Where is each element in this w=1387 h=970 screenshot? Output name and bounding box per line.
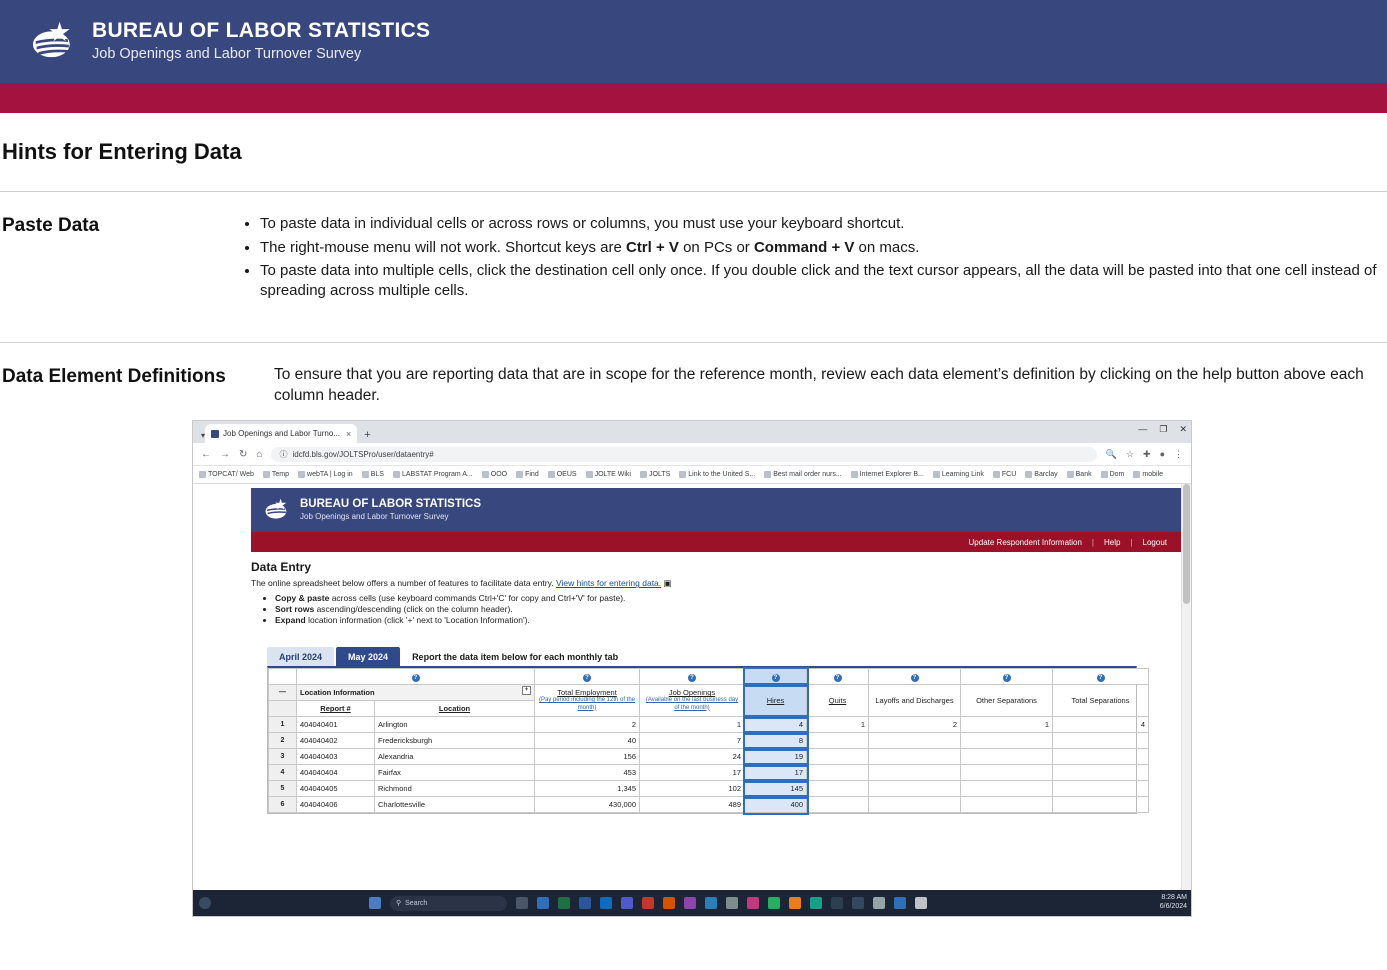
- app-icon[interactable]: [852, 897, 864, 909]
- group-header-label: Location Information: [300, 688, 375, 698]
- inner-nav-bar: [251, 532, 1181, 552]
- app-icon[interactable]: [894, 897, 906, 909]
- column-title: Job Openings: [668, 688, 716, 698]
- teams-icon[interactable]: [621, 897, 633, 909]
- column-header-quits[interactable]: [807, 685, 869, 717]
- app-icon[interactable]: [810, 897, 822, 909]
- section-paste-data: [0, 192, 1387, 304]
- help-icon[interactable]: ?: [1097, 674, 1105, 682]
- url-input[interactable]: [271, 447, 1096, 462]
- cell-layoffs-and-discharges[interactable]: [869, 781, 961, 797]
- help-icon[interactable]: ?: [583, 674, 591, 682]
- bookmark-favicon-icon: [298, 471, 305, 478]
- bookmark-favicon-icon: [1101, 471, 1108, 478]
- bookmark-item[interactable]: [362, 471, 384, 478]
- inner-site-banner: [251, 488, 1181, 532]
- scrollbar-thumb[interactable]: [1183, 484, 1190, 604]
- tab-search-icon[interactable]: ▾: [201, 431, 206, 441]
- back-icon[interactable]: ←: [201, 448, 211, 460]
- bookmark-label: Find: [525, 471, 539, 479]
- month-tab-note: Report the data item below for each monthly tab: [412, 652, 619, 663]
- row-number: 3: [269, 749, 297, 765]
- cell-layoffs-and-discharges[interactable]: [869, 733, 961, 749]
- forward-icon[interactable]: →: [220, 448, 230, 460]
- bookmark-item[interactable]: [851, 471, 924, 478]
- cell-report-number: 404040404: [297, 765, 375, 781]
- help-icon[interactable]: ?: [1003, 674, 1011, 682]
- data-entry-title: Data Entry: [251, 560, 312, 575]
- cell-layoffs-and-discharges[interactable]: 2: [869, 717, 961, 733]
- corner-cell: [269, 669, 297, 685]
- section-data-element-definitions: [0, 343, 1387, 406]
- chrome-icon[interactable]: [705, 897, 717, 909]
- inner-survey-name: Job Openings and Labor Turnover Survey: [300, 511, 449, 521]
- zoom-icon[interactable]: 🔍: [1105, 448, 1117, 459]
- column-subtitle: (Pay period including the 12th of the month): [538, 697, 636, 711]
- survey-name: Job Openings and Labor Turnover Survey: [92, 45, 362, 62]
- help-total-separations[interactable]: [1053, 669, 1149, 685]
- taskbar-search[interactable]: [390, 896, 507, 911]
- bookmark-favicon-icon: [516, 471, 523, 478]
- bookmark-label: Best mail order nurs...: [773, 471, 842, 479]
- column-header-hires[interactable]: [745, 685, 807, 717]
- tab-may-2024[interactable]: May 2024: [336, 647, 400, 666]
- column-header-total-separations[interactable]: [1053, 685, 1149, 717]
- column-header-other-separations[interactable]: [961, 685, 1053, 717]
- bookmark-label: Temp: [271, 471, 290, 479]
- bookmark-item[interactable]: [548, 471, 577, 478]
- table-row[interactable]: [269, 765, 1149, 781]
- help-job-openings[interactable]: [640, 669, 745, 685]
- search-placeholder: Search: [405, 899, 428, 907]
- cell-job-openings[interactable]: 17: [640, 765, 745, 781]
- cell-location: Charlottesville: [375, 797, 535, 813]
- bookmark-item[interactable]: [516, 471, 539, 478]
- cell-quits[interactable]: [807, 781, 869, 797]
- home-icon[interactable]: ⌂: [256, 448, 263, 460]
- help-icon[interactable]: ?: [688, 674, 696, 682]
- browser-tab-title: Job Openings and Labor Turno...: [223, 429, 340, 439]
- cell-location: Richmond: [375, 781, 535, 797]
- bookmark-item[interactable]: [764, 471, 841, 478]
- bls-seal-icon: [265, 497, 291, 523]
- group-header-location-information: [297, 685, 535, 701]
- bookmark-favicon-icon: [1133, 471, 1140, 478]
- new-tab-button[interactable]: +: [364, 429, 371, 442]
- bookmark-favicon-icon: [993, 471, 1000, 478]
- row-number: 1: [269, 717, 297, 733]
- extensions-icon[interactable]: ✚: [1143, 448, 1151, 459]
- bookmark-label: Bank: [1075, 471, 1092, 479]
- paste-data-bullets: [238, 214, 1387, 300]
- powerpoint-icon[interactable]: [684, 897, 696, 909]
- bookmark-favicon-icon: [548, 471, 555, 478]
- bookmark-favicon-icon: [362, 471, 369, 478]
- bookmark-item[interactable]: [1025, 471, 1057, 478]
- bookmark-favicon-icon: [263, 471, 270, 478]
- bookmark-item[interactable]: [298, 471, 353, 478]
- list-item: • Copy & paste across cells (use keyboard commands Ctrl+'C' for copy and Ctrl+'V' for paste).: [275, 593, 1175, 603]
- cell-report-number: 404040402: [297, 733, 375, 749]
- cell-location: Arlington: [375, 717, 535, 733]
- help-icon[interactable]: ?: [772, 674, 780, 682]
- help-quits[interactable]: [807, 669, 869, 685]
- data-entry-page: [193, 484, 1191, 892]
- bookmark-favicon-icon: [482, 471, 489, 478]
- bookmark-favicon-icon: [586, 471, 593, 478]
- list-item: • To paste data into multiple cells, click the destination cell only once. If you double click and the text cursor appears, all the data will be pasted into that one cell instead of spreading across multiple cells.: [260, 261, 1387, 300]
- bookmark-item[interactable]: [993, 471, 1016, 478]
- site-info-icon[interactable]: ⓘ: [279, 449, 288, 459]
- table-row[interactable]: [269, 733, 1149, 749]
- cell-other-separations[interactable]: [961, 749, 1053, 765]
- tab-favicon-icon: [211, 430, 219, 438]
- data-entry-features: [265, 593, 1175, 625]
- start-icon[interactable]: [369, 897, 381, 909]
- notes-icon[interactable]: [747, 897, 759, 909]
- row-number-header: [269, 701, 297, 717]
- column-title: Total Separations: [1071, 696, 1130, 706]
- onenote-icon[interactable]: [663, 897, 675, 909]
- bookmarks-bar: [193, 466, 1191, 484]
- bottom-spacer: [0, 917, 1387, 929]
- cell-report-number: 404040405: [297, 781, 375, 797]
- task-view-icon[interactable]: [516, 897, 528, 909]
- bookmark-label: webTA | Log in: [307, 471, 353, 479]
- acrobat-icon[interactable]: [642, 897, 654, 909]
- bookmark-item[interactable]: [199, 471, 254, 478]
- column-title: Hires: [766, 696, 785, 706]
- browser-tab-strip: [193, 421, 1191, 443]
- bookmark-label: mobile: [1142, 471, 1164, 479]
- red-accent-bar: [0, 83, 1387, 113]
- clock-time: 8:28 AM: [1161, 894, 1187, 902]
- hints-thumbnail-icon: ▣: [663, 578, 672, 589]
- clock-date: 6/6/2024: [1159, 903, 1187, 911]
- cell-hires[interactable]: 8: [745, 733, 807, 749]
- row-number: 6: [269, 797, 297, 813]
- taskbar-left: [199, 897, 369, 909]
- spreadsheet-table: [268, 668, 1149, 813]
- list-item: • The right-mouse menu will not work. Shortcut keys are Ctrl + V on PCs or Command + V on macs.: [260, 238, 1387, 258]
- bookmark-item[interactable]: [586, 471, 631, 478]
- bookmark-label: Dom: [1109, 471, 1125, 479]
- section-label-paste-data: Paste Data: [2, 215, 100, 236]
- menu-icon[interactable]: ⋮: [1174, 448, 1183, 459]
- cell-total-employment[interactable]: 453: [535, 765, 640, 781]
- help-hires[interactable]: [745, 669, 807, 685]
- app-icon[interactable]: [768, 897, 780, 909]
- cell-quits[interactable]: [807, 733, 869, 749]
- word-icon[interactable]: [579, 897, 591, 909]
- help-location-information[interactable]: [297, 669, 535, 685]
- omnibox-actions: [1106, 449, 1183, 460]
- cell-report-number: 404040403: [297, 749, 375, 765]
- cell-total-separations[interactable]: [1053, 781, 1149, 797]
- cell-total-employment[interactable]: 1,345: [535, 781, 640, 797]
- bookmark-item[interactable]: [393, 471, 473, 478]
- nav-help[interactable]: Help: [1104, 537, 1121, 547]
- bookmark-label: Link to the United S...: [688, 471, 756, 479]
- url-text: idcfd.bls.gov/JOLTSPro/user/dataentry#: [292, 449, 434, 459]
- cell-layoffs-and-discharges[interactable]: [869, 765, 961, 781]
- bookmark-label: FCU: [1001, 471, 1017, 479]
- cell-report-number: 404040401: [297, 717, 375, 733]
- bookmark-favicon-icon: [679, 471, 686, 478]
- cell-hires[interactable]: 19: [745, 749, 807, 765]
- minimize-icon[interactable]: —: [1138, 424, 1148, 435]
- table-row[interactable]: [269, 781, 1149, 797]
- bookmark-item[interactable]: [640, 471, 670, 478]
- cell-quits[interactable]: [807, 749, 869, 765]
- search-icon: ⚲: [396, 900, 402, 908]
- data-entry-lead: [251, 578, 1175, 589]
- embedded-browser-screenshot: [192, 420, 1192, 917]
- bookmark-label: BLS: [370, 471, 384, 479]
- app-icon[interactable]: [831, 897, 843, 909]
- bookmark-favicon-icon: [1025, 471, 1032, 478]
- maximize-icon[interactable]: ❐: [1159, 424, 1168, 435]
- weather-icon[interactable]: [199, 897, 211, 909]
- nav-update-respondent-information[interactable]: Update Respondent Information: [968, 537, 1082, 547]
- windows-taskbar: [193, 890, 1192, 916]
- agency-name: BUREAU OF LABOR STATISTICS: [92, 18, 431, 42]
- table-row[interactable]: [269, 717, 1149, 733]
- cell-total-separations[interactable]: [1053, 765, 1149, 781]
- column-title: Layoffs and Discharges: [875, 696, 954, 706]
- bookmark-favicon-icon: [1067, 471, 1074, 478]
- inner-content: [193, 552, 1191, 814]
- bookmark-label: JOLTS: [649, 471, 671, 479]
- cell-total-separations[interactable]: 4: [1053, 717, 1149, 733]
- cell-report-number: 404040406: [297, 797, 375, 813]
- cell-job-openings[interactable]: 489: [640, 797, 745, 813]
- row-number: 2: [269, 733, 297, 749]
- page-title: Hints for Entering Data: [2, 139, 242, 164]
- cell-hires[interactable]: 400: [745, 797, 807, 813]
- expand-icon[interactable]: +: [522, 686, 531, 695]
- close-icon[interactable]: ×: [345, 428, 352, 439]
- bookmark-item[interactable]: [482, 471, 507, 478]
- nav-separator: |: [1091, 537, 1094, 547]
- cell-total-separations[interactable]: [1053, 749, 1149, 765]
- bookmark-item[interactable]: [933, 471, 984, 478]
- column-title: Total Employment: [557, 688, 617, 698]
- column-header-job-openings[interactable]: [640, 685, 745, 717]
- bookmark-label: Barclay: [1034, 471, 1058, 479]
- window-controls[interactable]: [1138, 424, 1187, 435]
- bookmark-favicon-icon: [393, 471, 400, 478]
- lead-text: The online spreadsheet below offers a number of features to facilitate data entry.: [251, 578, 554, 589]
- month-tab-bar: [267, 647, 1175, 666]
- data-element-intro: To ensure that you are reporting data that are in scope for the reference month, review each data element’s definition by clicking on the help button above each column header.: [274, 366, 1364, 404]
- cell-total-employment[interactable]: 2: [535, 717, 640, 733]
- bookmark-label: LABSTAT Program A...: [401, 471, 473, 479]
- column-title: Report #: [320, 704, 351, 714]
- cell-hires[interactable]: 145: [745, 781, 807, 797]
- help-layoffs-and-discharges[interactable]: [869, 669, 961, 685]
- nav-logout[interactable]: Logout: [1142, 537, 1167, 547]
- settings-icon[interactable]: [726, 897, 738, 909]
- list-item: • To paste data in individual cells or across rows or columns, you must use your keyboard shortcut.: [260, 214, 1387, 234]
- cell-quits[interactable]: 1: [807, 717, 869, 733]
- section-label-data-element-definitions: Data Element Definitions: [2, 366, 226, 387]
- file-explorer-icon[interactable]: [537, 897, 549, 909]
- column-header-report-number[interactable]: [297, 701, 375, 717]
- column-title: Other Separations: [976, 696, 1037, 706]
- bookmark-label: TOPCAT/ Web: [208, 471, 254, 479]
- inner-agency-name: BUREAU OF LABOR STATISTICS: [300, 498, 482, 511]
- data-entry-spreadsheet[interactable]: [267, 666, 1145, 814]
- bookmark-label: JOLTE Wiki: [594, 471, 631, 479]
- cell-quits[interactable]: [807, 797, 869, 813]
- help-icon[interactable]: ?: [834, 674, 842, 682]
- column-header-layoffs-and-discharges[interactable]: [869, 685, 961, 717]
- cell-other-separations[interactable]: [961, 733, 1053, 749]
- cell-total-employment[interactable]: 430,000: [535, 797, 640, 813]
- taskbar-apps: [369, 896, 1107, 911]
- app-icon[interactable]: [873, 897, 885, 909]
- app-icon[interactable]: [915, 897, 927, 909]
- cell-job-openings[interactable]: 24: [640, 749, 745, 765]
- cell-job-openings[interactable]: 102: [640, 781, 745, 797]
- cell-location: Fairfax: [375, 765, 535, 781]
- cell-other-separations[interactable]: [961, 797, 1053, 813]
- column-subtitle: (Available on the last business day of the month): [645, 697, 739, 711]
- column-title: Location: [438, 704, 471, 714]
- bookmark-favicon-icon: [851, 471, 858, 478]
- bookmark-star-icon[interactable]: ☆: [1125, 448, 1135, 459]
- bookmark-favicon-icon: [640, 471, 647, 478]
- cell-location: Fredericksburgh: [375, 733, 535, 749]
- excel-icon[interactable]: [558, 897, 570, 909]
- bookmark-label: Internet Explorer B...: [859, 471, 924, 479]
- browser-tab[interactable]: [205, 424, 357, 443]
- cell-job-openings[interactable]: 7: [640, 733, 745, 749]
- bookmark-item[interactable]: [679, 471, 755, 478]
- bookmark-item[interactable]: [263, 471, 289, 478]
- column-title: Quits: [828, 696, 847, 706]
- taskbar-clock[interactable]: [1107, 894, 1187, 912]
- cell-layoffs-and-discharges[interactable]: [869, 797, 961, 813]
- cell-layoffs-and-discharges[interactable]: [869, 749, 961, 765]
- bookmark-label: OEUS: [556, 471, 577, 479]
- app-icon[interactable]: [789, 897, 801, 909]
- bookmark-label: Learning Link: [941, 471, 984, 479]
- row-number: 4: [269, 765, 297, 781]
- page-scrollbar[interactable]: [1181, 484, 1191, 892]
- group-header-row: [269, 685, 1149, 701]
- column-header-location[interactable]: [375, 701, 535, 717]
- close-window-icon[interactable]: ✕: [1179, 424, 1187, 435]
- table-row[interactable]: [269, 797, 1149, 813]
- cell-total-separations[interactable]: [1053, 733, 1149, 749]
- site-banner: [0, 0, 1387, 83]
- list-item: • Sort rows ascending/descending (click on the column header).: [275, 604, 1175, 614]
- nav-separator: |: [1130, 537, 1133, 547]
- cell-other-separations[interactable]: [961, 781, 1053, 797]
- cell-other-separations[interactable]: 1: [961, 717, 1053, 733]
- cell-quits[interactable]: [807, 765, 869, 781]
- profile-icon[interactable]: ●: [1159, 449, 1165, 460]
- help-icon-row: [269, 669, 1149, 685]
- cell-other-separations[interactable]: [961, 765, 1053, 781]
- bookmark-favicon-icon: [933, 471, 940, 478]
- bookmark-item[interactable]: [1101, 471, 1125, 478]
- cell-job-openings[interactable]: 1: [640, 717, 745, 733]
- cell-hires[interactable]: 17: [745, 765, 807, 781]
- cell-total-separations[interactable]: [1053, 797, 1149, 813]
- row-number: 5: [269, 781, 297, 797]
- cell-total-employment[interactable]: 40: [535, 733, 640, 749]
- bookmark-item[interactable]: [1133, 471, 1163, 478]
- bookmark-favicon-icon: [199, 471, 206, 478]
- bookmark-label: OOO: [490, 471, 508, 479]
- help-total-employment[interactable]: [535, 669, 640, 685]
- bookmark-favicon-icon: [764, 471, 771, 478]
- bookmark-item[interactable]: [1067, 471, 1092, 478]
- help-other-separations[interactable]: [961, 669, 1053, 685]
- column-header-total-employment[interactable]: [535, 685, 640, 717]
- section-body-paste-data: [238, 214, 1387, 304]
- table-row[interactable]: [269, 749, 1149, 765]
- view-hints-link[interactable]: View hints for entering data.: [555, 578, 662, 589]
- cell-hires[interactable]: 4: [745, 717, 807, 733]
- help-icon[interactable]: ?: [911, 674, 919, 682]
- cell-total-employment[interactable]: 156: [535, 749, 640, 765]
- list-item: • Expand location information (click '+' next to 'Location Information').: [275, 615, 1175, 625]
- bls-seal-icon: [32, 19, 78, 65]
- outlook-icon[interactable]: [600, 897, 612, 909]
- select-all-cell[interactable]: —: [269, 685, 297, 701]
- tab-april-2024[interactable]: April 2024: [267, 647, 334, 666]
- help-icon[interactable]: ?: [412, 674, 420, 682]
- reload-icon[interactable]: ↻: [239, 448, 248, 460]
- browser-address-bar: [193, 443, 1191, 466]
- cell-location: Alexandria: [375, 749, 535, 765]
